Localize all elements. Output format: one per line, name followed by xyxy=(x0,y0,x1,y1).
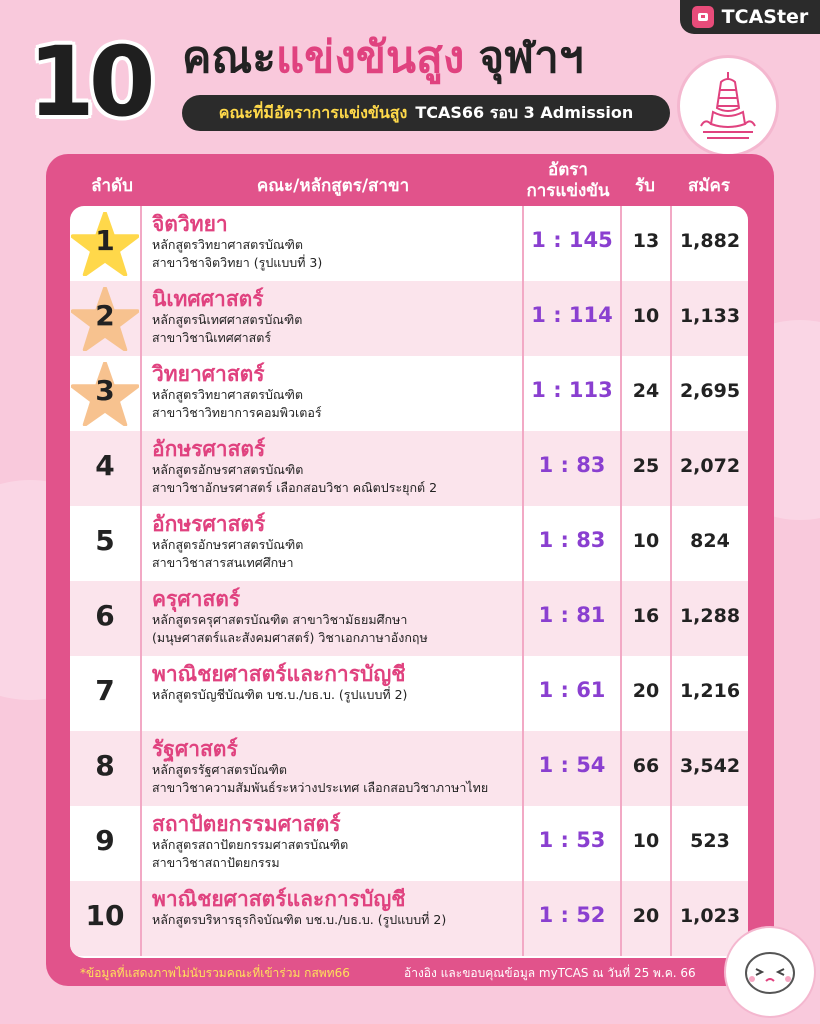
rank-number: 8 xyxy=(95,749,115,782)
tcaster-logo-icon xyxy=(692,6,714,28)
program-line-1: หลักสูตรอักษรศาสตรบัณฑิต xyxy=(152,462,304,478)
faculty-name: พาณิชยศาสตร์และการบัญชี xyxy=(152,887,406,911)
program-cell xyxy=(140,581,522,656)
rank-cell xyxy=(70,656,140,731)
rank-number: 5 xyxy=(95,524,115,557)
ratio-cell: 1 : 53 xyxy=(522,806,620,881)
ratio-cell: 1 : 81 xyxy=(522,581,620,656)
seats-cell: 10 xyxy=(620,806,670,881)
program-line-2: สาขาวิชาอักษรศาสตร์ เลือกสอบวิชา คณิตประยุกต์ 2 xyxy=(152,479,438,495)
column-header-ratio-line1: อัตรา xyxy=(548,160,588,180)
program-line-2: สาขาวิชาความสัมพันธ์ระหว่างประเทศ เลือกสอบวิชาภาษาไทย xyxy=(152,779,489,795)
column-header-ratio-line2: การแข่งขัน xyxy=(526,181,610,202)
table-row xyxy=(70,431,748,506)
program-cell xyxy=(140,281,522,356)
rank-cell xyxy=(70,206,140,281)
program-line-1: หลักสูตรครุศาสตรบัณฑิต สาขาวิชามัธยมศึกษา xyxy=(152,612,408,628)
applicants-cell: 824 xyxy=(670,506,748,581)
mascot-icon xyxy=(726,928,814,1016)
title-part-3: จุฬาฯ xyxy=(478,32,584,83)
rank-cell xyxy=(70,806,140,881)
ranking-table xyxy=(70,206,748,958)
faculty-name: พาณิชยศาสตร์และการบัญชี xyxy=(152,662,406,686)
title-part-1: คณะ xyxy=(182,32,276,83)
applicants-cell: 2,072 xyxy=(670,431,748,506)
program-cell xyxy=(140,206,522,281)
rank-cell xyxy=(70,731,140,806)
seats-cell: 10 xyxy=(620,506,670,581)
rank-cell xyxy=(70,281,140,356)
program-cell xyxy=(140,806,522,881)
faculty-name: สถาปัตยกรรมศาสตร์ xyxy=(152,812,341,836)
rank-cell xyxy=(70,581,140,656)
ratio-cell: 1 : 83 xyxy=(522,431,620,506)
applicants-cell: 523 xyxy=(670,806,748,881)
column-header-seats: รับ xyxy=(635,176,655,196)
ratio-cell: 1 : 113 xyxy=(522,356,620,431)
program-line-1: หลักสูตรอักษรศาสตรบัณฑิต xyxy=(152,537,304,553)
rank-number: 6 xyxy=(95,599,115,632)
table-row xyxy=(70,806,748,881)
big-number: 10 xyxy=(28,26,150,138)
program-line-1: หลักสูตรสถาปัตยกรรมศาสตรบัณฑิต xyxy=(152,837,349,853)
program-cell xyxy=(140,506,522,581)
program-line-1: หลักสูตรวิทยาศาสตรบัณฑิต xyxy=(152,237,303,253)
seats-cell: 10 xyxy=(620,281,670,356)
rank-cell xyxy=(70,356,140,431)
rank-number: 4 xyxy=(95,449,115,482)
program-cell xyxy=(140,431,522,506)
applicants-cell: 1,882 xyxy=(670,206,748,281)
faculty-name: วิทยาศาสตร์ xyxy=(152,362,265,386)
brand-name: TCASter xyxy=(721,6,809,28)
rank-number: 9 xyxy=(95,824,115,857)
chula-seal-icon xyxy=(680,58,776,154)
program-line-1: หลักสูตรบริหารธุรกิจบัณฑิต บช.บ./บธ.บ. (รูปแบบที่ 2) xyxy=(152,912,447,928)
table-row xyxy=(70,581,748,656)
seats-cell: 20 xyxy=(620,656,670,731)
program-line-1: หลักสูตรวิทยาศาสตรบัณฑิต xyxy=(152,387,303,403)
ratio-cell: 1 : 114 xyxy=(522,281,620,356)
rank-cell xyxy=(70,881,140,956)
faculty-name: นิเทศศาสตร์ xyxy=(152,287,264,311)
faculty-name: ครุศาสตร์ xyxy=(152,587,241,611)
ratio-cell: 1 : 52 xyxy=(522,881,620,956)
rank-number: 3 xyxy=(95,374,115,407)
table-row xyxy=(70,356,748,431)
applicants-cell: 3,542 xyxy=(670,731,748,806)
program-cell xyxy=(140,356,522,431)
seats-cell: 24 xyxy=(620,356,670,431)
program-line-2: สาขาวิชาสถาปัตยกรรม xyxy=(152,854,280,870)
program-line-2: สาขาวิชาวิทยาการคอมพิวเตอร์ xyxy=(152,404,322,420)
rank-number: 7 xyxy=(95,674,115,707)
program-cell xyxy=(140,656,522,731)
program-line-2: สาขาวิชานิเทศศาสตร์ xyxy=(152,329,272,345)
rank-cell xyxy=(70,431,140,506)
ratio-cell: 1 : 54 xyxy=(522,731,620,806)
table-row xyxy=(70,731,748,806)
footnote: *ข้อมูลที่แสดงภาพไม่นับรวมคณะที่เข้าร่วม กสพท66 xyxy=(80,966,350,980)
rank-number: 10 xyxy=(85,899,125,932)
faculty-name: อักษรศาสตร์ xyxy=(152,437,266,461)
faculty-name: จิตวิทยา xyxy=(152,212,228,236)
program-cell xyxy=(140,731,522,806)
page-title xyxy=(182,32,584,83)
source-note: อ้างอิง และขอบคุณข้อมูล myTCAS ณ วันที่ 25 พ.ค. 66 xyxy=(404,966,696,980)
program-line-1: หลักสูตรนิเทศศาสตรบัณฑิต xyxy=(152,312,303,328)
ratio-cell: 1 : 83 xyxy=(522,506,620,581)
seats-cell: 16 xyxy=(620,581,670,656)
program-line-1: หลักสูตรบัญชีบัณฑิต บช.บ./บธ.บ. (รูปแบบที่ 2) xyxy=(152,687,408,703)
column-header-name: คณะ/หลักสูตร/สาขา xyxy=(256,176,410,196)
applicants-cell: 1,133 xyxy=(670,281,748,356)
applicants-cell: 2,695 xyxy=(670,356,748,431)
seats-cell: 20 xyxy=(620,881,670,956)
applicants-cell: 1,023 xyxy=(670,881,748,956)
column-header-rank: ลำดับ xyxy=(91,176,133,196)
table-row xyxy=(70,881,748,956)
brand-tag xyxy=(680,0,820,34)
program-line-2: (มนุษศาสตร์และสังคมศาสตร์) วิชาเอกภาษาอังกฤษ xyxy=(152,629,428,645)
table-row xyxy=(70,656,748,731)
ratio-cell: 1 : 61 xyxy=(522,656,620,731)
table-row xyxy=(70,506,748,581)
rank-number: 1 xyxy=(95,224,115,257)
applicants-cell: 1,288 xyxy=(670,581,748,656)
title-part-2: แข่งขันสูง xyxy=(275,32,465,83)
program-line-1: หลักสูตรรัฐศาสตรบัณฑิต xyxy=(152,762,287,778)
faculty-name: รัฐศาสตร์ xyxy=(152,737,238,761)
table-row xyxy=(70,281,748,356)
rank-number: 2 xyxy=(95,299,115,332)
program-line-2: สาขาวิชาจิตวิทยา (รูปแบบที่ 3) xyxy=(152,254,323,270)
program-line-2: สาขาวิชาสารสนเทศศึกษา xyxy=(152,554,294,570)
seats-cell: 66 xyxy=(620,731,670,806)
subtitle-rest: TCAS66 รอบ 3 Admission xyxy=(415,102,634,122)
ratio-cell: 1 : 145 xyxy=(522,206,620,281)
faculty-name: อักษรศาสตร์ xyxy=(152,512,266,536)
applicants-cell: 1,216 xyxy=(670,656,748,731)
column-header-ratio xyxy=(518,160,618,203)
subtitle-bar xyxy=(182,95,670,131)
seats-cell: 25 xyxy=(620,431,670,506)
column-header-applicants: สมัคร xyxy=(687,176,731,196)
rank-cell xyxy=(70,506,140,581)
subtitle-highlight: คณะที่มีอัตราการแข่งขันสูง xyxy=(218,102,408,122)
seats-cell: 13 xyxy=(620,206,670,281)
table-row xyxy=(70,206,748,281)
program-cell xyxy=(140,881,522,956)
